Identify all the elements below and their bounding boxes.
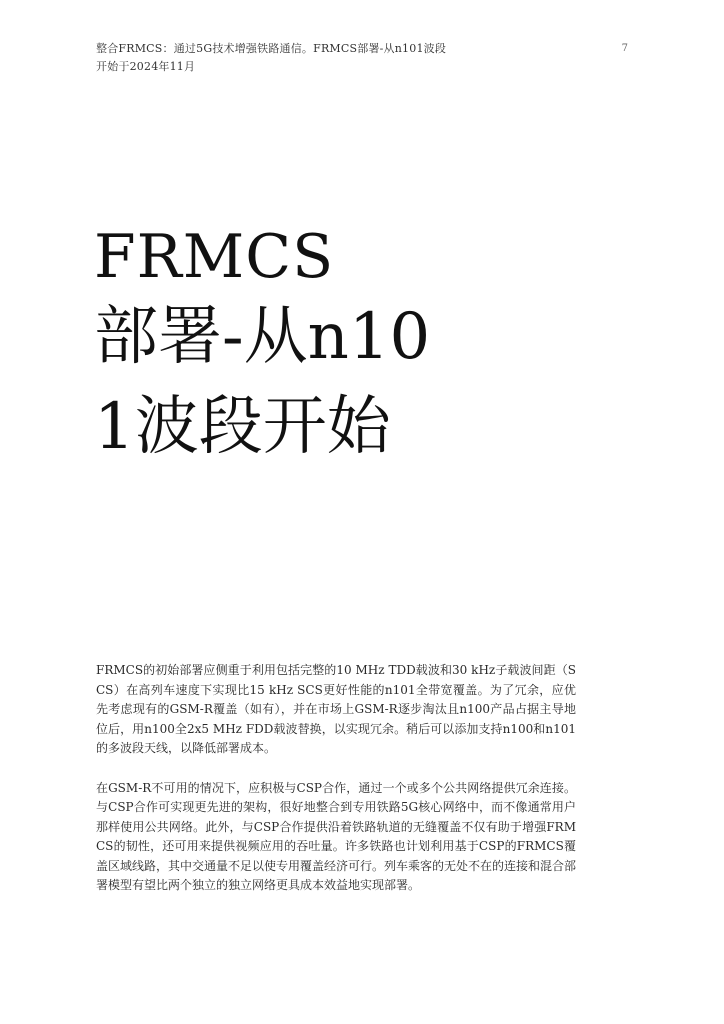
running-header-line-2: 开始于2024年11月: [96, 60, 196, 73]
page-number: 7: [621, 43, 628, 54]
section-title-line-1: FRMCS: [94, 222, 335, 292]
section-title-line-2: 部署-从n10: [94, 300, 431, 374]
running-header: [96, 40, 476, 76]
body-text: [96, 661, 576, 916]
body-paragraph-2: 在GSM-R不可用的情况下，应积极与CSP合作，通过一个或多个公共网络提供冗余连接。与CSP合作可实现更先进的架构，很好地整合到专用铁路5G核心网络中，而不像通常用户那样使用公共网络。此外，与CSP合作提供沿着铁路轨道的无缝覆盖不仅有助于增强FRMCS的韧性，还可用来提供视频应用的吞吐量。许多铁路也计划利用基于CSP的FRMCS覆盖区域线路，其中交通量不足以使专用覆盖经济可行。列车乘客的无处不在的连接和混合部署模型有望比两个独立的独立网络更具成本效益地实现部署。: [96, 780, 577, 892]
body-paragraph-1: FRMCS的初始部署应侧重于利用包括完整的10 MHz TDD载波和30 kHz子载波间距（SCS）在高列车速度下实现比15 kHz SCS更好性能的n101全带宽覆盖。为了冗余，应优先考虑现有的GSM-R覆盖（如有），并在市场上GSM-R逐步淘汰且n100产品占据主导地位后，用n100全2x5 MHz FDD载波替换，以实现冗余。稍后可以添加支持n100和n101的多波段天线，以降低部署成本。: [96, 663, 576, 755]
running-header-line-1: 整合FRMCS：通过5G技术增强铁路通信。FRMCS部署-从n101波段: [96, 42, 447, 55]
section-title: [94, 222, 514, 472]
section-title-line-3: 1波段开始: [94, 390, 391, 464]
